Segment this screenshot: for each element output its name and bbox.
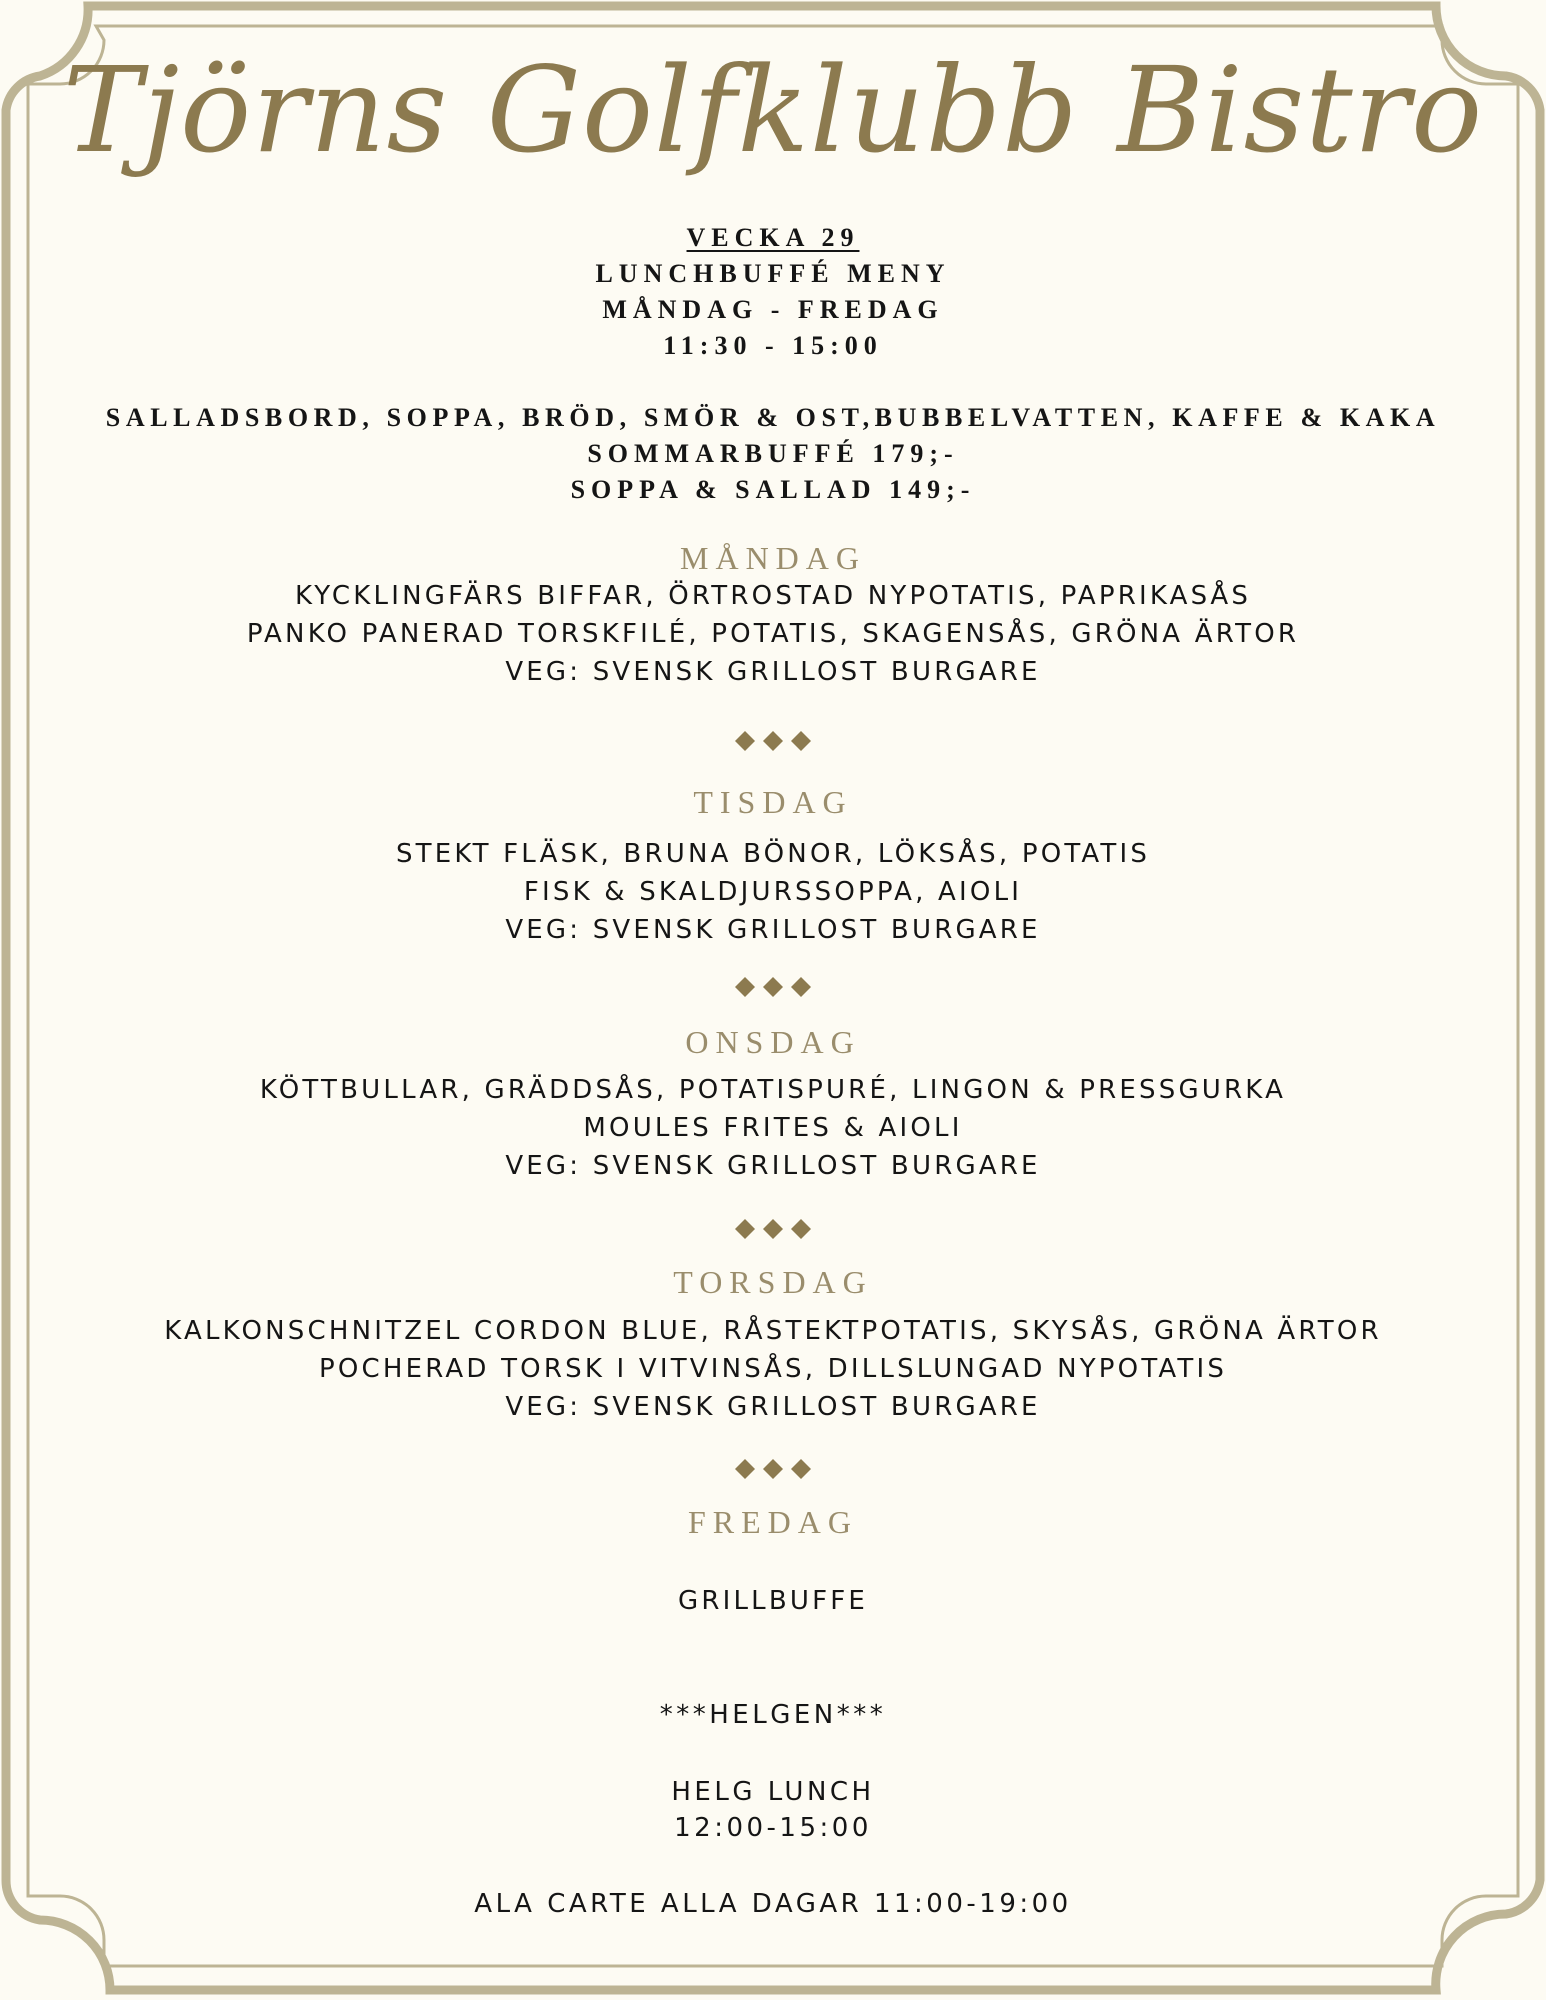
diamond-icon: [734, 730, 756, 752]
dish-item: GRILLBUFFE: [677, 1586, 869, 1616]
alacarte-label: ALA CARTE ALLA DAGAR 11:00-19:00: [474, 1889, 1072, 1919]
dish-item: FISK & SKALDJURSSOPPA, AIOLI: [523, 877, 1023, 907]
ornament-divider: [0, 976, 1546, 1000]
diamond-icon: [790, 1458, 812, 1480]
diamond-icon: [762, 730, 784, 752]
page-title: Tjörns Golfklubb Bistro: [62, 41, 1484, 179]
dish-list-friday: [0, 1582, 1546, 1620]
diamond-icon: [734, 976, 756, 998]
diamond-icon: [790, 730, 812, 752]
day-heading-wednesday: ONSDAG: [685, 1024, 861, 1060]
dish-item: VEG: SVENSK GRILLOST BURGARE: [505, 915, 1041, 945]
days-label: MÅNDAG - FREDAG: [602, 295, 944, 324]
diamond-icon: [790, 1218, 812, 1240]
diamond-icon: [734, 1218, 756, 1240]
dish-list-tuesday: [0, 835, 1546, 949]
weekend-lunch: HELG LUNCH: [671, 1777, 875, 1807]
dish-item: PANKO PANERAD TORSKFILÉ, POTATIS, SKAGENSÅS, GRÖNA ÄRTOR: [246, 619, 1300, 649]
dish-list-thursday: [0, 1312, 1546, 1426]
weekend-lunch-hours: 12:00-15:00: [674, 1813, 872, 1843]
dish-item: VEG: SVENSK GRILLOST BURGARE: [505, 1392, 1041, 1422]
dish-item: POCHERAD TORSK I VITVINSÅS, DILLSLUNGAD NYPOTATIS: [318, 1354, 1228, 1384]
diamond-icon: [734, 1458, 756, 1480]
dish-item: STEKT FLÄSK, BRUNA BÖNOR, LÖKSÅS, POTATIS: [395, 839, 1151, 869]
dish-item: VEG: SVENSK GRILLOST BURGARE: [505, 657, 1041, 687]
dish-item: KYCKLINGFÄRS BIFFAR, ÖRTROSTAD NYPOTATIS, PAPRIKASÅS: [294, 581, 1252, 611]
price-summer: SOMMARBUFFÉ 179;-: [587, 439, 959, 468]
dish-item: MOULES FRITES & AIOLI: [583, 1113, 963, 1143]
day-heading-monday: MÅNDAG: [680, 540, 866, 576]
day-heading-tuesday: TISDAG: [693, 784, 853, 820]
diamond-icon: [790, 976, 812, 998]
includes-label: SALLADSBORD, SOPPA, BRÖD, SMÖR & OST,BUBBELVATTEN, KAFFE & KAKA: [105, 403, 1441, 432]
ornament-divider: [0, 1218, 1546, 1242]
week-label: VECKA 29: [686, 223, 860, 252]
weekend-label: ***HELGEN***: [659, 1700, 887, 1730]
diamond-icon: [762, 1458, 784, 1480]
dish-item: KALKONSCHNITZEL CORDON BLUE, RÅSTEKTPOTATIS, SKYSÅS, GRÖNA ÄRTOR: [164, 1316, 1382, 1346]
ornament-divider: [0, 730, 1546, 754]
diamond-icon: [762, 1218, 784, 1240]
day-heading-friday: FREDAG: [687, 1504, 858, 1540]
day-heading-thursday: TORSDAG: [673, 1264, 873, 1300]
menu-label: LUNCHBUFFÉ MENY: [595, 259, 951, 288]
dish-item: KÖTTBULLAR, GRÄDDSÅS, POTATISPURÉ, LINGON & PRESSGURKA: [259, 1075, 1287, 1105]
ornament-divider: [0, 1458, 1546, 1482]
price-soup: SOPPA & SALLAD 149;-: [570, 475, 976, 504]
diamond-icon: [762, 976, 784, 998]
dish-item: VEG: SVENSK GRILLOST BURGARE: [505, 1151, 1041, 1181]
hours-label: 11:30 - 15:00: [663, 331, 883, 360]
dish-list-monday: [0, 577, 1546, 691]
dish-list-wednesday: [0, 1071, 1546, 1185]
